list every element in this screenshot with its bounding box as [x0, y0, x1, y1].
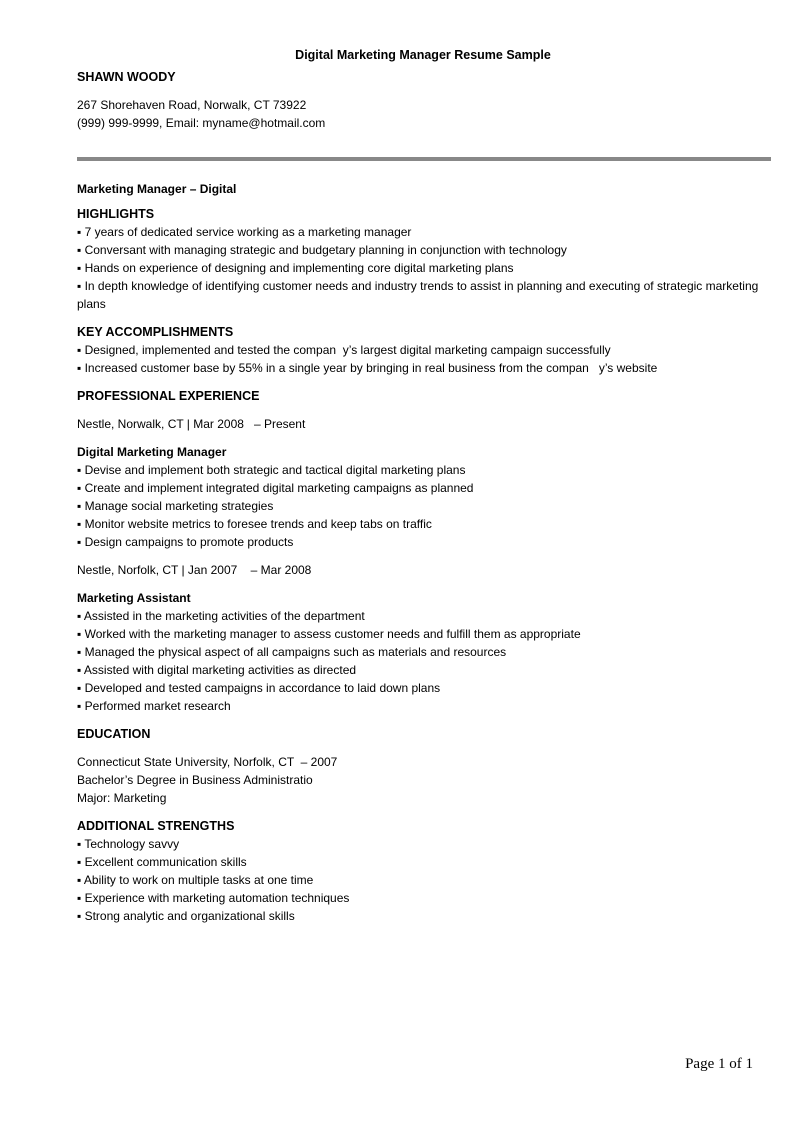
list-item: ▪ In depth knowledge of identifying customer needs and industry trends to assist in planning and executing of strategic marketing plans [77, 279, 762, 311]
list-item: ▪ Technology savvy [77, 837, 180, 851]
list-item: ▪ Excellent communication skills [77, 855, 247, 869]
list-item: ▪ Monitor website metrics to foresee trends and keep tabs on traffic [77, 517, 432, 531]
experience-section [77, 387, 767, 715]
list-item: ▪ 7 years of dedicated service working as a marketing manager [77, 225, 412, 239]
employer-line: Nestle, Norwalk, CT | Mar 2008 – Present [77, 417, 306, 431]
list-item: ▪ Developed and tested campaigns in accordance to laid down plans [77, 681, 441, 695]
highlights-section [77, 205, 767, 313]
list-item: ▪ Create and implement integrated digital marketing campaigns as planned [77, 481, 474, 495]
resume-header [77, 69, 767, 132]
highlights-list [77, 223, 767, 313]
list-item: ▪ Assisted in the marketing activities of the department [77, 609, 365, 623]
objective-role: Marketing Manager – Digital [77, 182, 237, 196]
job-title: Marketing Assistant [77, 591, 191, 605]
strengths-section [77, 817, 767, 925]
experience-heading: PROFESSIONAL EXPERIENCE [77, 389, 260, 403]
accomplishments-section [77, 323, 767, 377]
address-line: 267 Shorehaven Road, Norwalk, CT 73922 [77, 98, 307, 112]
major-line: Major: Marketing [77, 791, 167, 805]
list-item: ▪ Increased customer base by 55% in a single year by bringing in real business from the compan y’s website [77, 361, 658, 375]
degree-line: Bachelor’s Degree in Business Administratio [77, 773, 313, 787]
list-item: ▪ Managed the physical aspect of all campaigns such as materials and resources [77, 645, 507, 659]
list-item: ▪ Hands on experience of designing and implementing core digital marketing plans [77, 261, 514, 275]
education-heading: EDUCATION [77, 727, 151, 741]
job-entry [77, 561, 767, 715]
document-title: Digital Marketing Manager Resume Sample [295, 48, 551, 62]
list-item: ▪ Experience with marketing automation techniques [77, 891, 350, 905]
list-item: ▪ Devise and implement both strategic and tactical digital marketing plans [77, 463, 466, 477]
employer-line: Nestle, Norfolk, CT | Jan 2007 – Mar 2008 [77, 563, 312, 577]
strengths-list [77, 835, 767, 925]
duties-list [77, 607, 767, 715]
accomplishments-heading: KEY ACCOMPLISHMENTS [77, 325, 234, 339]
list-item: ▪ Conversant with managing strategic and budgetary planning in conjunction with technology [77, 243, 567, 257]
phone-email-line: (999) 999-9999, Email: myname@hotmail.com [77, 116, 326, 130]
list-item: ▪ Performed market research [77, 699, 231, 713]
accomplishments-list [77, 341, 767, 377]
job-title: Digital Marketing Manager [77, 445, 227, 459]
education-section [77, 725, 767, 807]
page-number: Page 1 of 1 [685, 1056, 753, 1072]
list-item: ▪ Manage social marketing strategies [77, 499, 274, 513]
duties-list [77, 461, 767, 551]
list-item: ▪ Strong analytic and organizational skills [77, 909, 295, 923]
list-item: ▪ Designed, implemented and tested the compan y’s largest digital marketing campaign successfully [77, 343, 611, 357]
job-entry [77, 415, 767, 551]
highlights-heading: HIGHLIGHTS [77, 207, 155, 221]
resume-body [77, 180, 767, 925]
list-item: ▪ Ability to work on multiple tasks at one time [77, 873, 314, 887]
strengths-heading: ADDITIONAL STRENGTHS [77, 819, 235, 833]
list-item: ▪ Assisted with digital marketing activities as directed [77, 663, 357, 677]
header-divider [77, 157, 771, 161]
list-item: ▪ Design campaigns to promote products [77, 535, 294, 549]
candidate-name: SHAWN WOODY [77, 70, 176, 84]
contact-block [77, 96, 767, 132]
school-line: Connecticut State University, Norfolk, CT – 2007 [77, 755, 338, 769]
list-item: ▪ Worked with the marketing manager to assess customer needs and fulfill them as appropriate [77, 627, 581, 641]
